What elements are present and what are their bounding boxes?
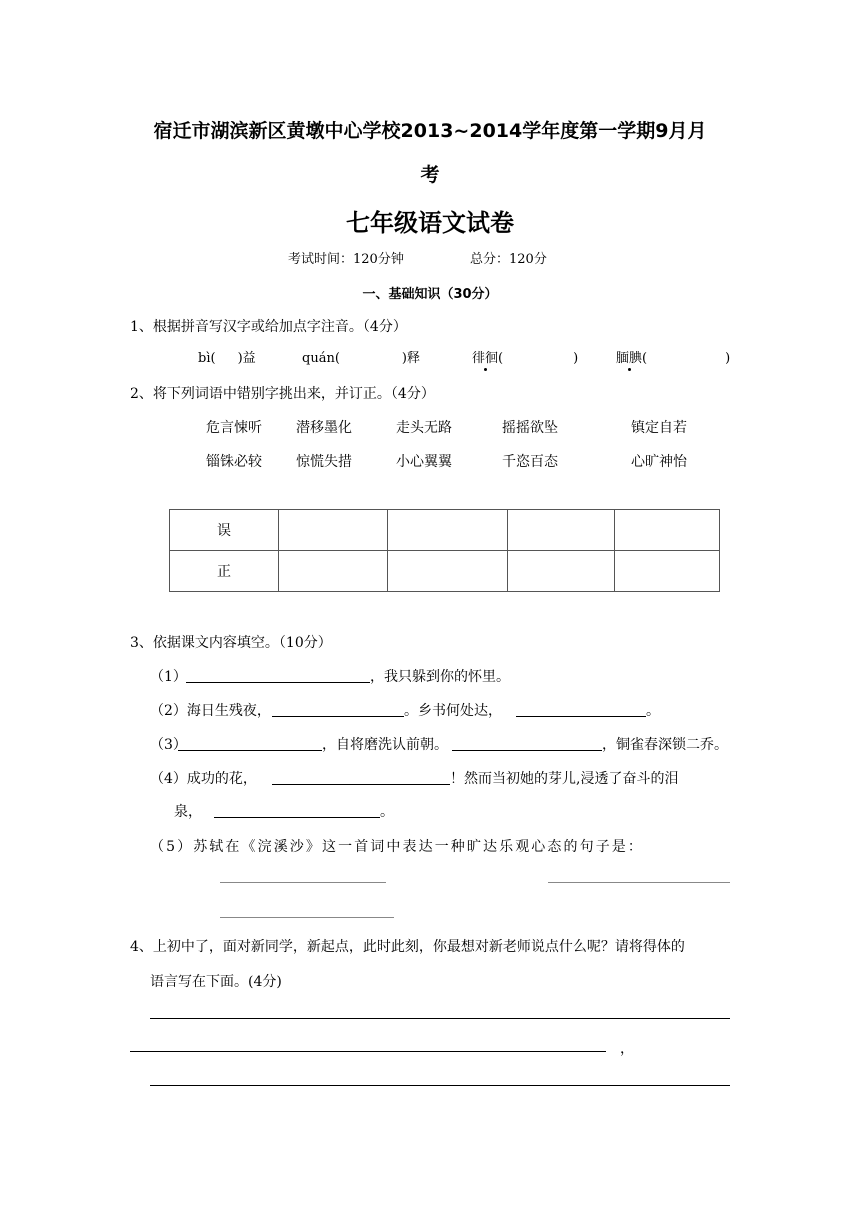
word-list-item: 危言悚听 — [206, 420, 262, 436]
row-label-wrong: 误 — [170, 510, 279, 551]
exam-subtitle: 七年级语文试卷 — [346, 209, 514, 237]
table-row — [170, 510, 720, 551]
answer-line[interactable] — [150, 1018, 730, 1019]
word-list-item: 走头无路 — [396, 420, 452, 436]
q3-s4-line2-start: 泉， — [174, 804, 202, 820]
q1-item-1-suffix: 益 — [242, 351, 256, 366]
total-score: 总分：120分 — [470, 252, 547, 267]
word-miantian: 腼腆 — [616, 351, 643, 366]
q3-s1-label: （1） — [150, 669, 187, 685]
q3-s1-text: ，我只躲到你的怀里。 — [370, 669, 510, 685]
question-1-prompt: 1、根据拼音写汉字或给加点字注音。（4分） — [130, 319, 407, 335]
answer-blank[interactable] — [548, 882, 730, 883]
answer-blank[interactable] — [452, 750, 602, 751]
exam-title-line2: 考 — [420, 164, 440, 186]
word-list-item: 千恣百态 — [502, 454, 558, 470]
row-label-correct: 正 — [170, 551, 279, 592]
section-heading: 一、基础知识（30分） — [362, 287, 498, 302]
exam-time: 考试时间：120分钟 — [288, 252, 404, 267]
pinyin-bi: bì — [198, 351, 211, 366]
answer-blank[interactable] — [186, 682, 370, 683]
question-4-prompt-line2: 语言写在下面。(4分) — [150, 974, 282, 990]
q1-item-3 — [472, 347, 578, 366]
word-list-item: 惊慌失措 — [296, 454, 352, 470]
word-list-item: 摇摇欲坠 — [502, 420, 558, 436]
q3-s4-mid: ！然而当初她的芽儿,浸透了奋斗的泪 — [450, 771, 679, 787]
answer-cell[interactable] — [388, 551, 508, 592]
paren-close: ) — [401, 351, 407, 366]
correction-table — [169, 509, 720, 592]
answer-cell[interactable] — [615, 510, 720, 551]
q3-s2-mid: 。乡书何处达， — [404, 703, 502, 719]
word-list-item: 锱铢必较 — [206, 454, 262, 470]
answer-cell[interactable] — [279, 551, 388, 592]
q3-s5-text: （5）苏轼在《浣溪沙》这一首词中表达一种旷达乐观心态的句子是： — [150, 839, 645, 855]
paren-close: ) — [725, 351, 731, 366]
answer-line[interactable] — [150, 1085, 730, 1086]
answer-cell[interactable] — [615, 551, 720, 592]
answer-blank[interactable] — [214, 817, 380, 818]
q3-s4-line2-end: 。 — [380, 804, 394, 820]
paren-close: ) — [237, 351, 243, 366]
answer-blank[interactable] — [516, 716, 646, 717]
answer-blank[interactable] — [220, 917, 394, 918]
answer-blank[interactable] — [272, 716, 404, 717]
word-list-item: 潜移墨化 — [296, 420, 352, 436]
q3-s3-mid: ，自将磨洗认前朝。 — [322, 737, 448, 753]
q1-item-2-suffix: 释 — [406, 351, 420, 366]
paren-open: ( — [210, 351, 216, 366]
q3-s4-label: （4）成功的花， — [150, 771, 257, 787]
pinyin-quan: quán — [302, 351, 335, 366]
q3-s2-end: 。 — [646, 703, 660, 719]
answer-cell[interactable] — [508, 551, 615, 592]
q3-s2-label: （2）海日生残夜， — [150, 703, 271, 719]
paren-open: ( — [498, 351, 504, 366]
answer-cell[interactable] — [388, 510, 508, 551]
q3-s3-end: ，铜雀春深锁二乔。 — [602, 737, 728, 753]
word-paihuai: 徘徊 — [472, 351, 499, 366]
paren-open: ( — [334, 351, 340, 366]
word-list-item: 小心翼翼 — [396, 454, 452, 470]
table-row — [170, 551, 720, 592]
q1-item-1 — [198, 347, 256, 366]
q1-item-2 — [302, 347, 420, 366]
q1-item-4 — [616, 347, 730, 366]
answer-line[interactable] — [130, 1051, 606, 1052]
word-list-item: 镇定自若 — [631, 420, 687, 436]
word-list-item: 心旷神怡 — [631, 454, 687, 470]
answer-cell[interactable] — [279, 510, 388, 551]
question-3-prompt: 3、依据课文内容填空。（10分） — [130, 635, 332, 651]
exam-title-line1: 宿迁市湖滨新区黄墩中心学校2013~2014学年度第一学期9月月 — [153, 120, 707, 142]
answer-cell[interactable] — [508, 510, 615, 551]
comma-mark: ， — [620, 1041, 634, 1057]
paren-close: ) — [573, 351, 579, 366]
answer-blank[interactable] — [178, 750, 322, 751]
question-2-prompt: 2、将下列词语中错别字挑出来，并订正。（4分） — [130, 386, 435, 402]
answer-blank[interactable] — [272, 784, 450, 785]
paren-open: ( — [642, 351, 648, 366]
question-4-prompt-line1: 4、上初中了，面对新同学，新起点，此时此刻，你最想对新老师说点什么呢？请将得体的 — [130, 939, 685, 955]
answer-blank[interactable] — [220, 882, 386, 883]
q3-s3-label: （3） — [150, 737, 187, 753]
